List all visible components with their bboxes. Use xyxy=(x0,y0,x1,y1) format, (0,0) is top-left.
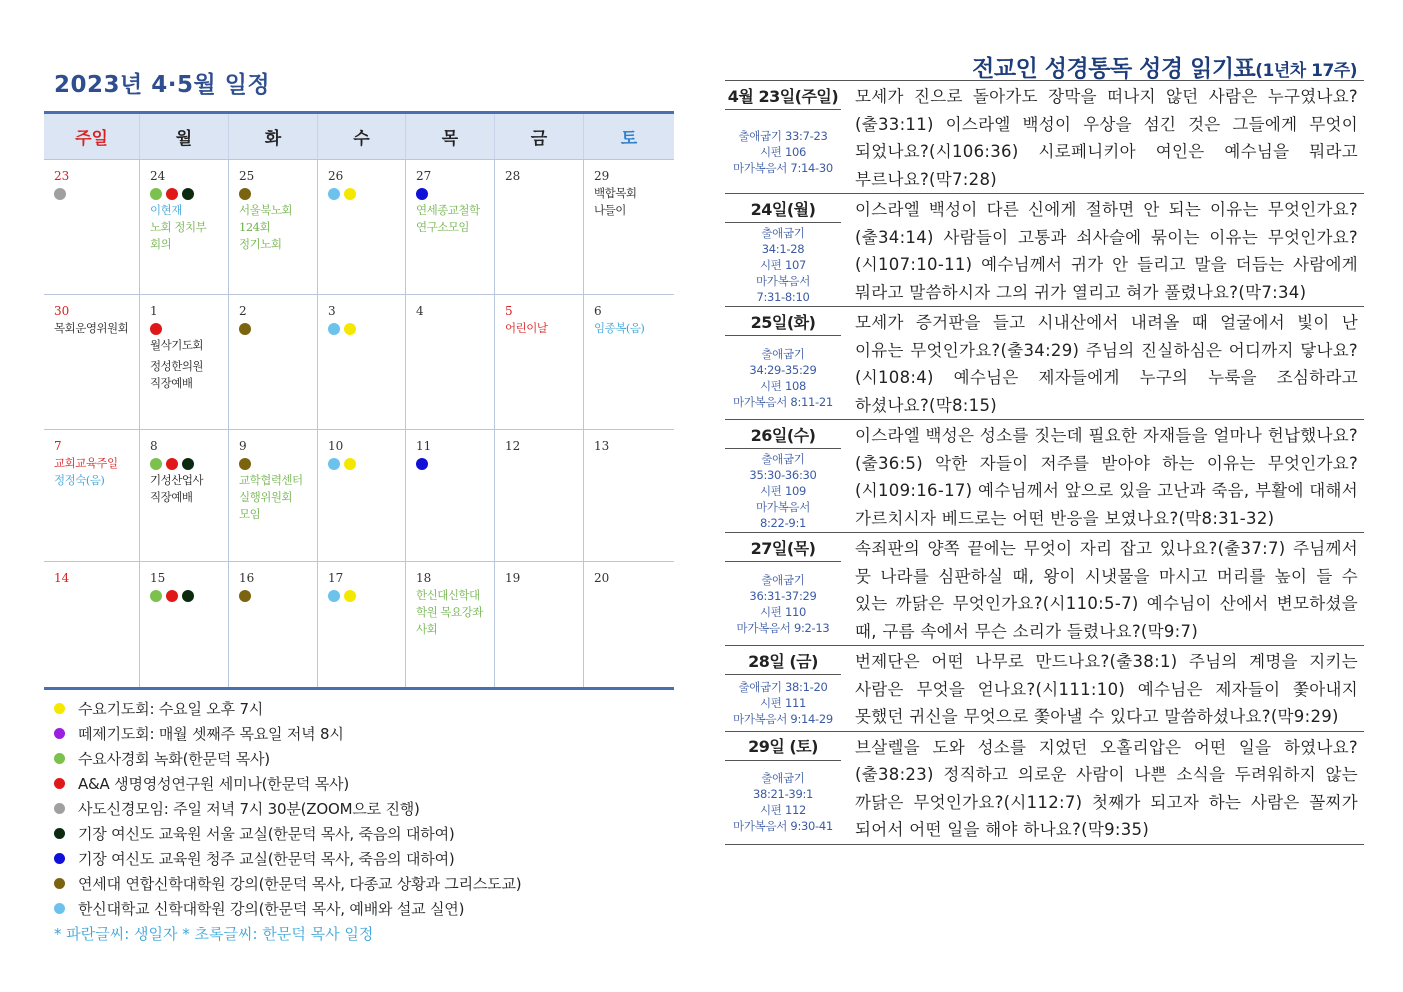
event-text: 회의 xyxy=(150,237,172,251)
reading-reference: 마가복음서 8:11-21 xyxy=(733,394,833,409)
legend-item xyxy=(54,696,674,721)
red-dot-icon xyxy=(166,458,178,470)
event-text: 백합목회 xyxy=(594,186,637,200)
event-text: 정정숙(음) xyxy=(54,473,105,487)
weekday-tuesday: 화 xyxy=(229,114,318,159)
reading-references xyxy=(725,761,841,844)
event-dots xyxy=(239,322,317,336)
legend-note: * 파란글씨: 생일자 * 초록글씨: 한문덕 목사 일정 xyxy=(54,925,374,943)
weekday-friday: 금 xyxy=(495,114,584,159)
legend-item xyxy=(54,896,674,921)
red-dot-icon xyxy=(166,590,178,602)
day-number: 6 xyxy=(594,304,602,318)
event-text: 정기노회 xyxy=(239,237,282,251)
day-number: 5 xyxy=(505,304,513,318)
legend-list xyxy=(54,696,674,921)
lightgreen-dot-icon xyxy=(150,458,162,470)
reading-row xyxy=(725,81,1364,194)
reading-reference: 35:30-36:30 xyxy=(749,467,817,482)
legend-text: 사도신경모임: 주일 저녁 7시 30분(ZOOM으로 진행) xyxy=(78,800,420,818)
yellow-dot-icon xyxy=(344,458,356,470)
reading-reference: 7:31-8:10 xyxy=(756,289,810,304)
legend-item xyxy=(54,771,674,796)
calendar-day-cell xyxy=(44,160,140,294)
event-text: 이현재 xyxy=(150,203,182,217)
reading-questions: 이스라엘 백성이 다른 신에게 절하면 안 되는 이유는 무엇인가요?(출34:14) 사람들이 고통과 쇠사슬에 묶이는 이유는 무엇인가요?(시107:10-11) 예수님께서 귀가 안 들리고 말을 더듬는 사람에게 뭐라고 말씀하시자 그의 귀가 열리고 혀가 풀렸나요?(막7:34) xyxy=(855,200,1358,302)
event-text: 직장예배 xyxy=(150,490,193,504)
legend-text: 기장 여신도 교육원 서울 교실(한문덕 목사, 죽음의 대하여) xyxy=(78,825,455,843)
event-text: 사회 xyxy=(416,622,438,636)
gray-dot-icon xyxy=(54,188,66,200)
day-number: 15 xyxy=(150,571,166,585)
reading-references xyxy=(725,110,841,193)
reading-reference: 마가복음서 9:30-41 xyxy=(733,819,833,833)
legend-text: 수요기도회: 수요일 오후 7시 xyxy=(78,700,264,718)
day-number: 12 xyxy=(505,439,521,453)
calendar-day-cell xyxy=(318,562,406,687)
day-number: 27 xyxy=(416,169,432,183)
legend-item xyxy=(54,821,674,846)
reading-reference: 마가복음서 9:14-29 xyxy=(733,711,833,726)
olive-dot-icon xyxy=(239,323,251,335)
calendar-day-cell xyxy=(44,430,140,561)
reading-reference: 출애굽기 xyxy=(761,572,805,587)
reading-reference: 34:1-28 xyxy=(761,241,805,256)
blue-dot-icon xyxy=(54,853,65,864)
reading-date: 24일(월) xyxy=(725,194,841,223)
day-number: 2 xyxy=(239,304,247,318)
reading-reference: 38:21-39:1 xyxy=(752,787,814,801)
event-dots xyxy=(328,589,405,603)
reading-reference: 36:31-37:29 xyxy=(749,588,817,603)
calendar-day-cell xyxy=(406,430,495,561)
reading-questions: 이스라엘 백성은 성소를 짓는데 필요한 자재들을 얼마나 헌납했나요?(출36:5) 악한 자들이 저주를 받아야 하는 이유는 무엇인가요?(시109:16-17) 예수님께서 앞으로 있을 고난과 죽음, 부활에 대해서 가르치시자 베드로는 어떤 반응을 보였나요?(막8:31-32) xyxy=(855,426,1358,528)
legend-text: 한신대학교 신학대학원 강의(한문덕 목사, 예배와 설교 실연) xyxy=(78,900,465,918)
reading-plan-title-main: 전교인 성경통독 성경 읽기표 xyxy=(972,56,1256,82)
blue-dot-icon xyxy=(416,458,428,470)
day-number: 23 xyxy=(54,169,70,183)
reading-left-column xyxy=(725,732,841,844)
calendar-day-cell xyxy=(584,295,674,429)
reading-date: 26일(수) xyxy=(725,420,841,449)
reading-left-column xyxy=(725,307,841,419)
reading-row xyxy=(725,646,1364,732)
calendar-day-cell xyxy=(495,160,584,294)
event-dots xyxy=(239,187,317,201)
calendar-grid xyxy=(44,111,674,690)
calendar-day-cell xyxy=(44,562,140,687)
lightgreen-dot-icon xyxy=(150,188,162,200)
calendar-day-cell xyxy=(140,295,229,429)
day-number: 18 xyxy=(416,571,432,585)
event-text: 직장예배 xyxy=(150,376,193,390)
event-dots xyxy=(328,457,405,471)
reading-reference: 시편 106 xyxy=(759,144,807,159)
black-dot-icon xyxy=(182,458,194,470)
calendar-day-cell xyxy=(140,562,229,687)
event-dots xyxy=(328,187,405,201)
day-number: 30 xyxy=(54,304,70,318)
reading-date: 4월 23일(주일) xyxy=(725,81,841,110)
event-dots xyxy=(150,322,228,336)
reading-questions: 모세가 증거판을 들고 시내산에서 내려올 때 얼굴에서 빛이 난 이유는 무엇인가요?(출34:29) 주님의 진실하심은 어디까지 닿나요?(시108:4) 예수님은 제자들에게 누구의 누룩을 조심하라고 하셨나요?(막8:15) xyxy=(855,313,1358,415)
reading-left-column xyxy=(725,194,841,306)
reading-plan-title-suffix: (1년차 17주) xyxy=(1255,61,1357,81)
reading-plan-title xyxy=(972,50,1357,83)
event-dots xyxy=(239,589,317,603)
calendar-day-cell xyxy=(584,562,674,687)
reading-reference: 시편 107 xyxy=(759,257,807,272)
event-text: 연구소모임 xyxy=(416,220,470,234)
day-number: 13 xyxy=(594,439,610,453)
day-number: 8 xyxy=(150,439,158,453)
calendar-day-cell xyxy=(318,430,406,561)
reading-references xyxy=(725,223,841,306)
reading-reference: 마가복음서 xyxy=(755,499,811,514)
legend-text: 떼제기도회: 매월 셋째주 목요일 저녁 8시 xyxy=(78,725,344,743)
day-number: 17 xyxy=(328,571,344,585)
event-text: 서울북노회 xyxy=(239,203,293,217)
olive-dot-icon xyxy=(239,188,251,200)
weekday-saturday: 토 xyxy=(620,129,638,149)
weekday-header xyxy=(44,114,674,159)
calendar-day-cell xyxy=(406,295,495,429)
day-number: 14 xyxy=(54,571,70,585)
day-number: 4 xyxy=(416,304,424,318)
weekday-sunday: 주일 xyxy=(44,114,140,159)
day-number: 26 xyxy=(328,169,344,183)
calendar-day-cell xyxy=(229,295,318,429)
reading-left-column xyxy=(725,81,841,193)
event-dots xyxy=(54,187,139,201)
reading-reference: 출애굽기 xyxy=(761,346,805,361)
event-text: 모임 xyxy=(239,507,261,521)
reading-left-column xyxy=(725,646,841,731)
reading-references xyxy=(725,336,841,419)
day-number: 1 xyxy=(150,304,158,318)
reading-row xyxy=(725,420,1364,533)
day-number: 20 xyxy=(594,571,610,585)
reading-reference: 출애굽기 xyxy=(761,225,805,240)
event-text: 실행위원회 xyxy=(239,490,293,504)
legend-text: A&A 생명영성연구원 세미나(한문덕 목사) xyxy=(78,775,349,793)
reading-plan-table xyxy=(725,80,1364,845)
calendar-week-row xyxy=(44,294,674,429)
reading-row xyxy=(725,307,1364,420)
calendar-week-row xyxy=(44,159,674,294)
calendar-day-cell xyxy=(229,160,318,294)
red-dot-icon xyxy=(166,188,178,200)
calendar-day-cell xyxy=(584,160,674,294)
legend-text: 수요사경회 녹화(한문덕 목사) xyxy=(78,750,270,768)
weekday-thursday: 목 xyxy=(406,114,495,159)
skyblue-dot-icon xyxy=(54,903,65,914)
day-number: 28 xyxy=(505,169,521,183)
calendar-day-cell xyxy=(318,160,406,294)
blue-dot-icon xyxy=(416,188,428,200)
calendar-day-cell xyxy=(495,295,584,429)
reading-reference: 출애굽기 38:1-20 xyxy=(738,679,828,694)
purple-dot-icon xyxy=(54,728,65,739)
event-text: 교회교육주일 xyxy=(54,456,118,470)
day-number: 29 xyxy=(594,169,610,183)
black-dot-icon xyxy=(182,590,194,602)
event-dots xyxy=(416,187,494,201)
reading-reference: 시편 108 xyxy=(759,378,807,393)
event-dots xyxy=(150,457,228,471)
olive-dot-icon xyxy=(239,590,251,602)
weekday-wednesday: 수 xyxy=(318,114,406,159)
event-dots xyxy=(239,457,317,471)
event-text: 월삭기도회 xyxy=(150,338,204,352)
reading-reference: 시편 112 xyxy=(759,803,807,817)
reading-reference: 시편 111 xyxy=(759,695,807,710)
lightgreen-dot-icon xyxy=(54,753,65,764)
event-text: 학원 목요강좌 xyxy=(416,605,483,619)
event-text: 교학협력센터 xyxy=(239,473,303,487)
reading-date: 25일(화) xyxy=(725,307,841,336)
calendar-day-cell xyxy=(495,562,584,687)
day-number: 3 xyxy=(328,304,336,318)
calendar-week-row xyxy=(44,561,674,687)
event-text: 임종복(음) xyxy=(594,321,645,335)
legend-text: 기장 여신도 교육원 청주 교실(한문덕 목사, 죽음의 대하여) xyxy=(78,850,455,868)
yellow-dot-icon xyxy=(344,590,356,602)
yellow-dot-icon xyxy=(54,703,65,714)
calendar-day-cell xyxy=(495,430,584,561)
olive-dot-icon xyxy=(54,878,65,889)
day-number: 16 xyxy=(239,571,255,585)
calendar-week-row xyxy=(44,429,674,561)
reading-reference: 34:29-35:29 xyxy=(749,362,817,377)
event-dots xyxy=(328,322,405,336)
calendar-title: 2023년 4·5월 일정 xyxy=(54,72,271,98)
calendar-day-cell xyxy=(140,160,229,294)
legend-text: 연세대 연합신학대학원 강의(한문덕 목사, 다종교 상황과 그리스도교) xyxy=(78,875,522,893)
event-text: 정성한의원 xyxy=(150,359,204,373)
skyblue-dot-icon xyxy=(328,458,340,470)
day-number: 11 xyxy=(416,439,432,453)
olive-dot-icon xyxy=(239,458,251,470)
reading-questions: 브살렐을 도와 성소를 지었던 오홀리압은 어떤 일을 하였나요?(출38:23) 정직하고 의로운 사람이 나쁜 소식을 두려워하지 않는 까닭은 무엇인가요?(시112:7) 첫째가 되고자 하는 사람은 꼴찌가 되어서 어떤 일을 해야 하나요?(막9:35) xyxy=(855,737,1358,839)
red-dot-icon xyxy=(150,323,162,335)
event-text: 목회운영위원회 xyxy=(54,321,129,335)
legend-item xyxy=(54,721,674,746)
reading-date: 29일 (토) xyxy=(725,732,841,761)
day-number: 7 xyxy=(54,439,62,453)
event-dots xyxy=(150,187,228,201)
skyblue-dot-icon xyxy=(328,590,340,602)
reading-reference: 8:22-9:1 xyxy=(759,515,807,530)
calendar-day-cell xyxy=(584,430,674,561)
legend-item xyxy=(54,846,674,871)
reading-date: 27일(목) xyxy=(725,533,841,562)
day-number: 19 xyxy=(505,571,521,585)
day-number: 24 xyxy=(150,169,166,183)
reading-questions: 번제단은 어떤 나무로 만드나요?(출38:1) 주님의 계명을 지키는 사람은 무엇을 얻나요?(시111:10) 예수님은 제자들이 쫓아내지 못했던 귀신을 무엇으로 쫓아낼 수 있다고 말씀하셨나요?(막9:29) xyxy=(855,652,1358,726)
event-text: 기성산업사 xyxy=(150,473,204,487)
event-text: 나들이 xyxy=(594,203,626,217)
calendar-legend xyxy=(54,696,674,946)
reading-reference: 시편 109 xyxy=(759,483,807,498)
event-text: 노회 정치부 xyxy=(150,220,207,234)
reading-reference: 마가복음서 xyxy=(755,273,811,288)
event-text: 한신대신학대 xyxy=(416,588,480,602)
reading-reference: 출애굽기 33:7-23 xyxy=(738,128,828,143)
calendar-day-cell xyxy=(140,430,229,561)
reading-questions: 속죄판의 양쪽 끝에는 무엇이 자리 잡고 있나요?(출37:7) 주님께서 뭇 나라를 심판하실 때, 왕이 시냇물을 마시고 머리를 높이 들 수 있는 까닭은 무엇인가요?(시110:5-7) 예수님이 산에서 변모하셨을 때, 구름 속에서 무슨 소리가 들렸나요?(막9:7) xyxy=(855,539,1358,641)
legend-item xyxy=(54,796,674,821)
reading-row xyxy=(725,732,1364,845)
reading-row xyxy=(725,533,1364,646)
reading-references xyxy=(725,562,841,645)
reading-left-column xyxy=(725,420,841,532)
calendar-day-cell xyxy=(229,562,318,687)
event-dots xyxy=(416,457,494,471)
calendar-body xyxy=(44,159,674,687)
day-number: 9 xyxy=(239,439,247,453)
day-number: 25 xyxy=(239,169,255,183)
reading-reference: 시편 110 xyxy=(759,604,807,619)
event-dots xyxy=(150,589,228,603)
event-text: 어린이날 xyxy=(505,321,548,335)
reading-references xyxy=(725,675,841,731)
calendar-day-cell xyxy=(406,562,495,687)
black-dot-icon xyxy=(54,828,65,839)
reading-date: 28일 (금) xyxy=(725,646,841,675)
event-text: 124회 xyxy=(239,220,271,234)
gray-dot-icon xyxy=(54,803,65,814)
reading-row xyxy=(725,194,1364,307)
yellow-dot-icon xyxy=(344,323,356,335)
legend-item xyxy=(54,746,674,771)
event-text: 연세종교철학 xyxy=(416,203,480,217)
reading-reference: 마가복음서 7:14-30 xyxy=(733,160,833,175)
legend-item xyxy=(54,871,674,896)
yellow-dot-icon xyxy=(344,188,356,200)
red-dot-icon xyxy=(54,778,65,789)
weekday-monday: 월 xyxy=(140,114,229,159)
reading-reference: 출애굽기 xyxy=(761,771,805,785)
calendar-day-cell xyxy=(44,295,140,429)
calendar-day-cell xyxy=(229,430,318,561)
skyblue-dot-icon xyxy=(328,188,340,200)
reading-left-column xyxy=(725,533,841,645)
lightgreen-dot-icon xyxy=(150,590,162,602)
calendar-day-cell xyxy=(406,160,495,294)
black-dot-icon xyxy=(182,188,194,200)
day-number: 10 xyxy=(328,439,344,453)
reading-references xyxy=(725,449,841,532)
skyblue-dot-icon xyxy=(328,323,340,335)
reading-questions: 모세가 진으로 돌아가도 장막을 떠나지 않던 사람은 누구였나요?(출33:11) 이스라엘 백성이 우상을 섬긴 것은 그들에게 무엇이 되었나요?(시106:36) 시로페니키아 여인은 예수님을 뭐라고 부르나요?(막7:28) xyxy=(855,87,1358,189)
reading-reference: 출애굽기 xyxy=(761,451,805,466)
calendar-day-cell xyxy=(318,295,406,429)
reading-reference: 마가복음서 9:2-13 xyxy=(736,620,830,635)
